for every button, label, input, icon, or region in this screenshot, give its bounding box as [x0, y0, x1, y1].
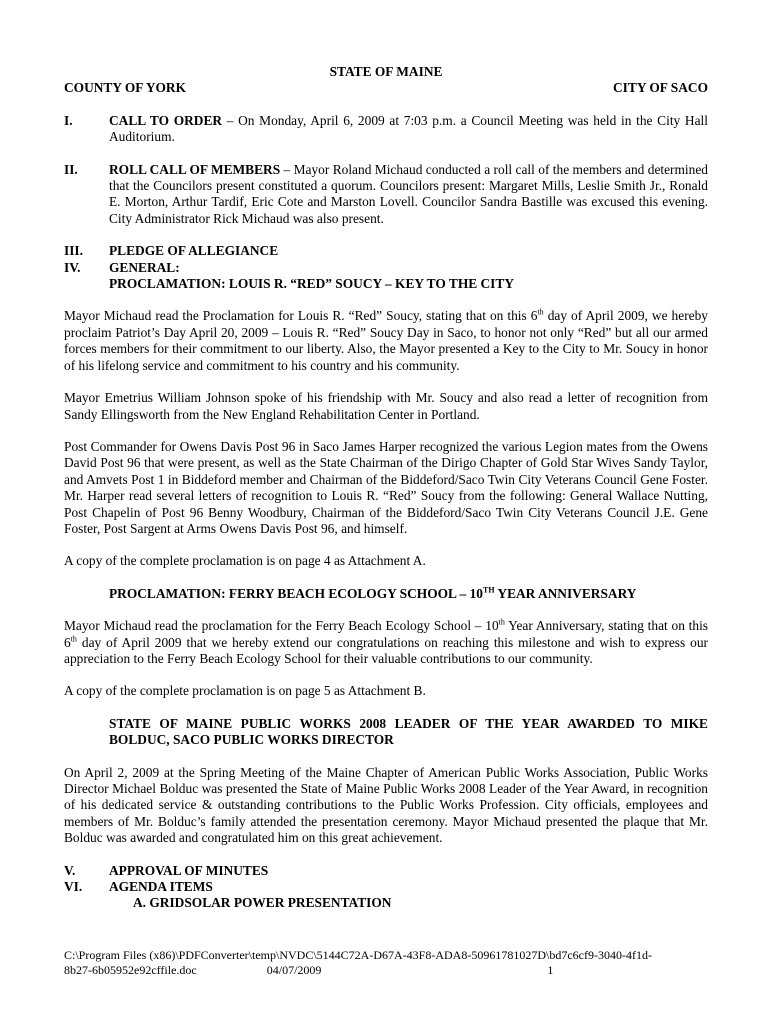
footer-filename: 8b27-6b05952e92cffile.doc: [64, 963, 197, 977]
footer-line2: [64, 963, 708, 978]
section-title: APPROVAL OF MINUTES: [109, 862, 269, 878]
text-run: day of April 2009, we hereby proclaim Patriot’s Day April 20, 2009 – Louis R. “Red” Soucy Day in Saco, to honor not only “Red” but all our armed forces members for their commitment to our liberty. Also, the Mayor presented a Key to the City to Mr. Soucy in honor of his lifelong service and commitment to his country and his community.: [64, 308, 708, 373]
section-title: ROLL CALL OF MEMBERS: [109, 161, 281, 177]
heading-public-works-award: STATE OF MAINE PUBLIC WORKS 2008 LEADER OF THE YEAR AWARDED TO MIKE BOLDUC, SACO PUBLIC WORKS DIRECTOR: [109, 715, 708, 748]
text-run: PROCLAMATION: FERRY BEACH ECOLOGY SCHOOL – 10: [109, 585, 483, 601]
section-title: CALL TO ORDER: [109, 112, 223, 128]
section-number: I.: [64, 112, 73, 128]
city-label: CITY OF SACO: [613, 80, 708, 96]
text-run: YEAR ANNIVERSARY: [494, 585, 637, 601]
page-footer: [64, 948, 708, 978]
paragraph-johnson: Mayor Emetrius William Johnson spoke of his friendship with Mr. Soucy and also read a letter of recognition from Sandy Ellingsworth from the New England Rehabilitation Center in Portland.: [64, 390, 708, 422]
section-number: II.: [64, 161, 78, 177]
section-number: VI.: [64, 879, 83, 895]
paragraph-harper: Post Commander for Owens Davis Post 96 in Saco James Harper recognized the various Legion mates from the Owens David Post 96 that were present, as well as the State Chairman of the Dirigo Chapter of Gold Star Wives Sandy Taylor, and Amvets Post 1 in Biddeford member and Chairman of the Biddeford/Saco Twin City Veterans Council Gene Foster. Mr. Harper read several letters of recognition to Louis R. “Red” Soucy from the following: General Wallace Nutting, Post Chapelin of Post 96 Benny Woodbury, Chairman of the Biddeford/Saco Twin City Veterans Council J.E. Gene Foster, Post Sargent at Arms Owens Davis Post 96, and himself.: [64, 438, 708, 536]
section-number: IV.: [64, 259, 81, 275]
paragraph-bolduc: On April 2, 2009 at the Spring Meeting of the Maine Chapter of American Public Works Association, Public Works Director Michael Bolduc was presented the State of Maine Public Works 2008 Leader of the Year Award, in recognition of his dedicated service & outstanding contributions to the Public Works Profession. City officials, employees and members of Mr. Bolduc’s family attended the presentation ceremony. Mayor Michaud presented the plaque that Mr. Bolduc was awarded and congratulated him on this great achievement.: [64, 764, 708, 846]
text-run: Year Anniversary, stating that on this 6: [64, 618, 708, 650]
section-pledge: [64, 243, 708, 259]
agenda-item-a: A. GRIDSOLAR POWER PRESENTATION: [133, 895, 392, 911]
paragraph-attachment-b: A copy of the complete proclamation is on page 5 as Attachment B.: [64, 683, 426, 699]
proclamation-heading-ferry-beach: [64, 586, 708, 602]
paragraph-attachment-a: A copy of the complete proclamation is on page 4 as Attachment A.: [64, 553, 426, 569]
superscript: th: [537, 308, 544, 317]
state-heading: STATE OF MAINE: [329, 64, 443, 79]
county-city-row: [64, 80, 708, 96]
section-text: – Mayor Roland Michaud conducted a roll call of the members and determined that the Councilors present constituted a quorum. Councilors present: Margaret Mills, Leslie Smith Jr., Ronald E. Morton, Arthur Tardif, Eric Cote and Marston Lovell. Councilor Sandra Bastille was excused this evening. City Administrator Rick Michaud was also present.: [109, 161, 708, 226]
section-general: [64, 260, 708, 293]
text-run: day of April 2009 that we hereby extend our congratulations on reaching this milestone and wish to express our appreciation to the Ferry Beach Ecology School for their valuable contributions to our community.: [64, 634, 708, 666]
section-body: [109, 113, 708, 146]
paragraph-ferry-beach: [64, 618, 708, 667]
superscript: th: [70, 634, 77, 644]
section-approval-minutes: [64, 863, 708, 879]
paragraph-soucy-proclamation: [64, 308, 708, 374]
section-body: [109, 162, 708, 228]
section-call-to-order: [64, 113, 708, 146]
document-page: [64, 64, 708, 912]
county-label: COUNTY OF YORK: [64, 80, 186, 96]
section-title: GENERAL:: [109, 259, 180, 275]
section-agenda-items: [64, 879, 708, 895]
section-roll-call: [64, 162, 708, 228]
footer-path: C:\Program Files (x86)\PDFConverter\temp\NVDC\5144C72A-D67A-43F8-ADA8-50961781027D\bd7c6cf9-3040-4f1d-: [64, 948, 652, 962]
proclamation-heading: PROCLAMATION: LOUIS R. “RED” SOUCY – KEY TO THE CITY: [109, 276, 514, 292]
page-number: 1: [547, 963, 554, 977]
section-number: V.: [64, 862, 76, 878]
section-number: III.: [64, 243, 83, 259]
section-text: – On Monday, April 6, 2009 at 7:03 p.m. a Council Meeting was held in the City Hall Auditorium.: [109, 112, 708, 145]
text-run: Mayor Michaud read the Proclamation for Louis R. “Red” Soucy, stating that on this 6: [64, 308, 538, 324]
superscript: TH: [483, 585, 495, 595]
footer-date: 04/07/2009: [266, 963, 322, 977]
text-run: Mayor Michaud read the proclamation for the Ferry Beach Ecology School – 10: [64, 618, 499, 634]
section-title: PLEDGE OF ALLEGIANCE: [109, 243, 279, 259]
superscript: th: [498, 617, 505, 627]
section-title: AGENDA ITEMS: [109, 879, 213, 895]
